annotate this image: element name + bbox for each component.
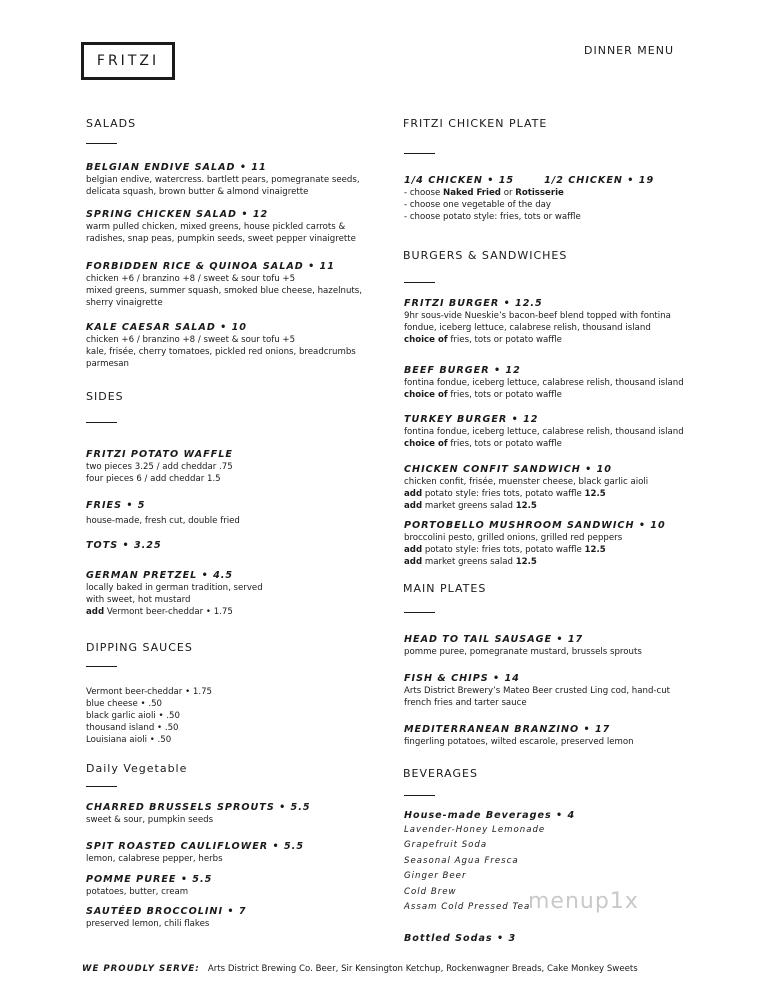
item-desc: sherry vinaigrette [86, 298, 163, 308]
list-item: Seasonal Agua Fresca [404, 855, 519, 866]
list-item: Assam Cold Pressed Tea [404, 902, 531, 913]
watermark-logo: menup1x [528, 889, 639, 914]
item-name: SPIT ROASTED CAULIFLOWER • 5.5 [86, 841, 304, 852]
section-divider [86, 422, 117, 423]
item-desc: locally baked in german tradition, served [86, 583, 263, 593]
section-title-main-plates: MAIN PLATES [403, 582, 487, 595]
half-chicken: 1/2 CHICKEN • 19 [544, 175, 655, 186]
list-item: Grapefruit Soda [404, 840, 488, 851]
section-title-beverages: BEVERAGES [403, 767, 478, 780]
footer-text: Arts District Brewing Co. Beer, Sir Kensington Ketchup, Rockenwagner Breads, Cake Monkey Sweets [207, 964, 638, 974]
item-desc: chicken +6 / branzino +8 / sweet & sour tofu +5 [86, 335, 296, 345]
list-item: Cold Brew [404, 886, 457, 897]
menu-item-brussels-sprouts [86, 801, 311, 826]
menu-item-chicken-confit-sandwich [404, 463, 648, 512]
item-add-on: add potato style: fries tots, potato waffle 12.5 [404, 489, 606, 499]
item-desc: fontina fondue, iceberg lettuce, calabrese relish, thousand island [404, 378, 684, 388]
section-divider [404, 153, 435, 154]
item-desc: preserved lemon, chili flakes [86, 919, 210, 929]
logo-text: FRITZI [96, 53, 160, 69]
item-desc: chicken confit, frisée, muenster cheese, black garlic aioli [404, 477, 649, 487]
menu-item-kale-caesar-salad [86, 321, 356, 370]
item-name: CHARRED BRUSSELS SPROUTS • 5.5 [86, 802, 311, 813]
menu-item-branzino [404, 723, 634, 748]
item-desc: belgian endive, watercress. bartlett pears, pomegranate seeds, [86, 175, 360, 185]
item-add-on: add market greens salad 12.5 [404, 501, 537, 511]
item-desc: - choose potato style: fries, tots or waffle [404, 212, 581, 222]
item-choice: choice of fries, tots or potato waffle [404, 335, 562, 345]
item-desc: broccolini pesto, grilled onions, grilled red peppers [404, 533, 623, 543]
item-desc: warm pulled chicken, mixed greens, house pickled carrots & [86, 222, 346, 232]
menu-item-forbidden-rice-salad [86, 260, 362, 309]
section-divider [404, 612, 435, 613]
section-title-daily-vegetable: Daily Vegetable [86, 762, 188, 775]
section-title-chicken-plate: FRITZI CHICKEN PLATE [403, 117, 548, 130]
list-item: Vermont beer-cheddar • 1.75 [86, 687, 213, 697]
menu-item-beef-burger [404, 364, 684, 401]
item-desc: fontina fondue, iceberg lettuce, calabrese relish, thousand island [404, 427, 684, 437]
section-divider [404, 795, 435, 796]
menu-item-fries [86, 499, 240, 527]
item-desc: - choose Naked Fried or Rotisserie [404, 188, 564, 198]
item-name: BEEF BURGER • 12 [404, 365, 521, 376]
item-desc: house-made, fresh cut, double fried [86, 516, 240, 526]
sauce-list [86, 686, 212, 746]
item-name: TOTS • 3.25 [86, 540, 162, 551]
item-desc: mixed greens, summer squash, smoked blue cheese, hazelnuts, [86, 286, 362, 296]
item-desc: 9hr sous-vide Nueskie’s bacon-beef blend topped with fontina [404, 311, 671, 321]
item-desc: french fries and tarter sauce [404, 698, 527, 708]
item-desc: fingerling potatoes, wilted escarole, preserved lemon [404, 737, 634, 747]
item-name: KALE CAESAR SALAD • 10 [86, 322, 247, 333]
item-name: SPRING CHICKEN SALAD • 12 [86, 209, 269, 220]
item-desc: with sweet, hot mustard [86, 595, 191, 605]
item-name: HEAD TO TAIL SAUSAGE • 17 [404, 634, 584, 645]
item-name: MEDITERRANEAN BRANZINO • 17 [404, 724, 611, 735]
item-desc: potatoes, butter, cream [86, 887, 189, 897]
item-choice: choice of fries, tots or potato waffle [404, 439, 562, 449]
item-desc: fondue, iceberg lettuce, calabrese relish, thousand island [404, 323, 651, 333]
section-divider [86, 786, 117, 787]
menu-item-pomme-puree [86, 873, 212, 898]
footer-line [82, 963, 638, 975]
section-title-dipping-sauces: DIPPING SAUCES [86, 641, 193, 654]
item-desc: kale, frisée, cherry tomatoes, pickled red onions, breadcrumbs [86, 347, 356, 357]
menu-item-fritzi-burger [404, 297, 671, 346]
list-item: blue cheese • .50 [86, 699, 163, 709]
section-title-salads: SALADS [86, 117, 137, 130]
list-item: Ginger Beer [404, 871, 467, 882]
item-desc: two pieces 3.25 / add cheddar .75 [86, 462, 233, 472]
item-name: FISH & CHIPS • 14 [404, 673, 520, 684]
item-name: GERMAN PRETZEL • 4.5 [86, 570, 234, 581]
menu-item-german-pretzel [86, 569, 263, 618]
menu-item-sausage [404, 633, 642, 658]
item-name: PORTOBELLO MUSHROOM SANDWICH • 10 [404, 520, 666, 531]
bottled-sodas [404, 932, 516, 945]
item-desc: lemon, calabrese pepper, herbs [86, 854, 223, 864]
item-desc: delicata squash, brown butter & almond vinaigrette [86, 187, 309, 197]
item-desc: parmesan [86, 359, 129, 369]
section-title-sides: SIDES [86, 390, 124, 403]
item-name: POMME PUREE • 5.5 [86, 874, 213, 885]
item-name: FRITZI POTATO WAFFLE [86, 449, 233, 460]
section-divider [86, 143, 117, 144]
item-add-on: add Vermont beer-cheddar • 1.75 [86, 607, 233, 617]
item-choice: choice of fries, tots or potato waffle [404, 390, 562, 400]
item-desc: - choose one vegetable of the day [404, 200, 552, 210]
item-name: FRIES • 5 [86, 500, 146, 511]
quarter-chicken: 1/4 CHICKEN • 15 [404, 175, 515, 186]
item-name: FORBIDDEN RICE & QUINOA SALAD • 11 [86, 261, 335, 272]
menu-title: DINNER MENU [584, 44, 674, 57]
item-name: Bottled Sodas • 3 [404, 933, 517, 944]
item-name: BELGIAN ENDIVE SALAD • 11 [86, 162, 267, 173]
item-desc: Arts District Brewery’s Mateo Beer crusted Ling cod, hand-cut [404, 686, 671, 696]
item-name [404, 174, 654, 187]
menu-item-cauliflower [86, 840, 304, 865]
list-item: thousand island • .50 [86, 723, 179, 733]
house-made-beverages: House-made Beverages • 4 [404, 810, 576, 821]
menu-item-spring-chicken-salad [86, 208, 356, 245]
menu-item-broccolini [86, 905, 247, 930]
item-desc: pomme puree, pomegranate mustard, brussels sprouts [404, 647, 642, 657]
section-divider [404, 282, 435, 283]
item-name: FRITZI BURGER • 12.5 [404, 298, 543, 309]
item-desc: chicken +6 / branzino +8 / sweet & sour tofu +5 [86, 274, 296, 284]
menu-item-fish-chips [404, 672, 670, 709]
menu-item-potato-waffle [86, 448, 233, 485]
list-item: black garlic aioli • .50 [86, 711, 180, 721]
section-title-burgers: BURGERS & SANDWICHES [403, 249, 568, 262]
list-item: Louisiana aioli • .50 [86, 735, 172, 745]
section-divider [86, 666, 117, 667]
item-add-on: add potato style: fries tots, potato waffle 12.5 [404, 545, 606, 555]
item-name: CHICKEN CONFIT SANDWICH • 10 [404, 464, 612, 475]
menu-item-portobello-sandwich [404, 519, 666, 568]
item-desc: four pieces 6 / add cheddar 1.5 [86, 474, 221, 484]
item-name: TURKEY BURGER • 12 [404, 414, 539, 425]
menu-item-tots [86, 539, 162, 552]
item-desc: radishes, snap peas, pumpkin seeds, sweet pepper vinaigrette [86, 234, 356, 244]
restaurant-logo [81, 42, 175, 80]
menu-item-belgian-endive-salad [86, 161, 360, 198]
item-add-on: add market greens salad 12.5 [404, 557, 537, 567]
item-desc: sweet & sour, pumpkin seeds [86, 815, 214, 825]
list-item: Lavender-Honey Lemonade [404, 825, 546, 835]
menu-item-turkey-burger [404, 413, 684, 450]
menu-item-chicken-plate [404, 174, 654, 223]
item-name: SAUTÉED BROCCOLINI • 7 [86, 906, 247, 917]
footer-lead: WE PROUDLY SERVE: [82, 964, 200, 974]
